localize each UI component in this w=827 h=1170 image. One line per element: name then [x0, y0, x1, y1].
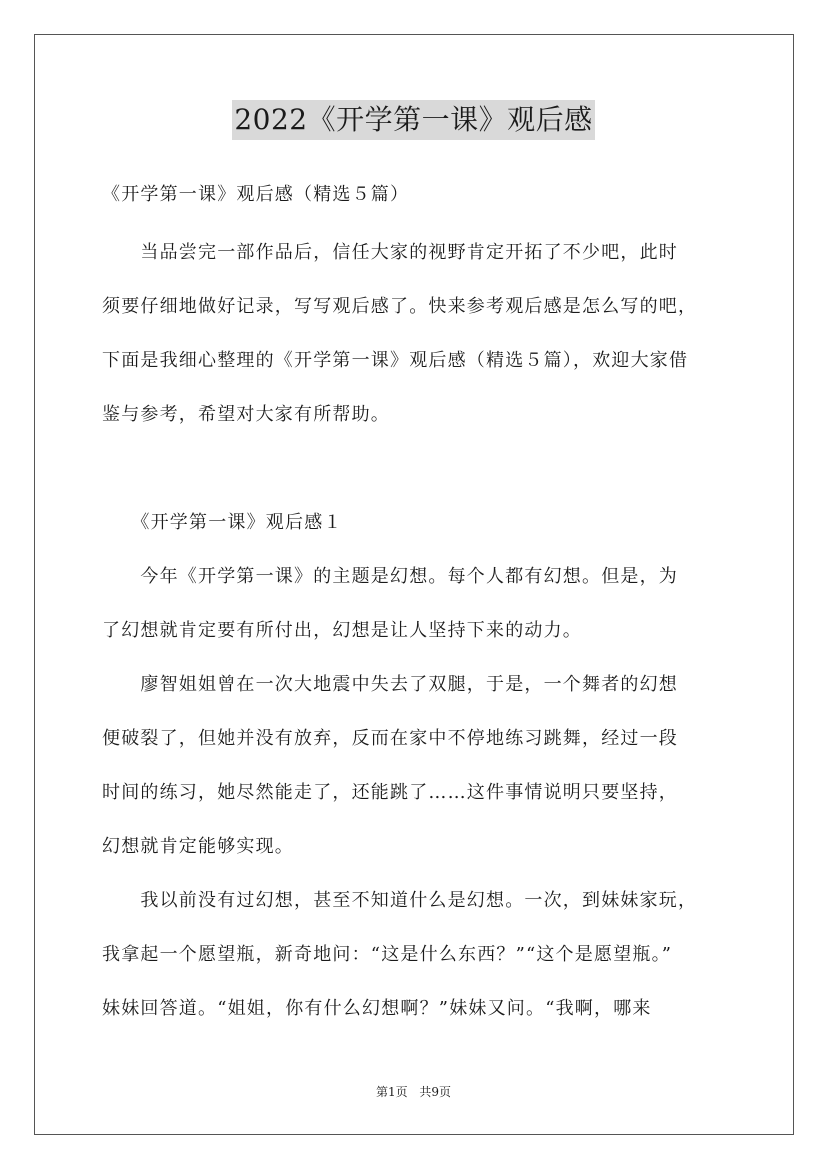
page-footer	[0, 1083, 827, 1100]
paragraph-line: 须要仔细地做好记录，写写观后感了。快来参考观后感是怎么写的吧，	[102, 296, 698, 317]
subtitle: 《开学第一课》观后感（精选５篇）	[102, 184, 410, 205]
page-number: 第1页	[375, 1085, 408, 1099]
section-heading: 《开学第一课》观后感１	[102, 512, 343, 533]
title-container	[0, 100, 827, 140]
paragraph-line: 时间的练习，她尽然能走了，还能跳了……这件事情说明只要坚持，	[102, 782, 678, 803]
paragraph-line: 廖智姐姐曾在一次大地震中失去了双腿，于是，一个舞者的幻想	[102, 674, 678, 695]
paragraph-line: 便破裂了，但她并没有放弃，反而在家中不停地练习跳舞，经过一段	[102, 728, 678, 749]
paragraph-line: 了幻想就肯定要有所付出，幻想是让人坚持下来的动力。	[102, 620, 582, 641]
document-title: 2022《开学第一课》观后感	[232, 100, 594, 140]
paragraph-line: 我以前没有过幻想，甚至不知道什么是幻想。一次，到妹妹家玩，	[102, 890, 698, 911]
paragraph-line: 妹妹回答道。“姐姐，你有什么幻想啊？”妹妹又问。“我啊，哪来	[102, 998, 652, 1019]
paragraph-line: 下面是我细心整理的《开学第一课》观后感（精选５篇），欢迎大家借	[102, 350, 689, 371]
paragraph-line: 当品尝完一部作品后，信任大家的视野肯定开拓了不少吧，此时	[102, 242, 678, 263]
paragraph-line: 幻想就肯定能够实现。	[102, 836, 294, 857]
page-total: 共9页	[419, 1085, 452, 1099]
paragraph-line: 今年《开学第一课》的主题是幻想。每个人都有幻想。但是，为	[102, 566, 678, 587]
paragraph-line: 鉴与参考，希望对大家有所帮助。	[102, 404, 390, 425]
paragraph-line: 我拿起一个愿望瓶，新奇地问：“这是什么东西？”“这个是愿望瓶。”	[102, 944, 673, 965]
